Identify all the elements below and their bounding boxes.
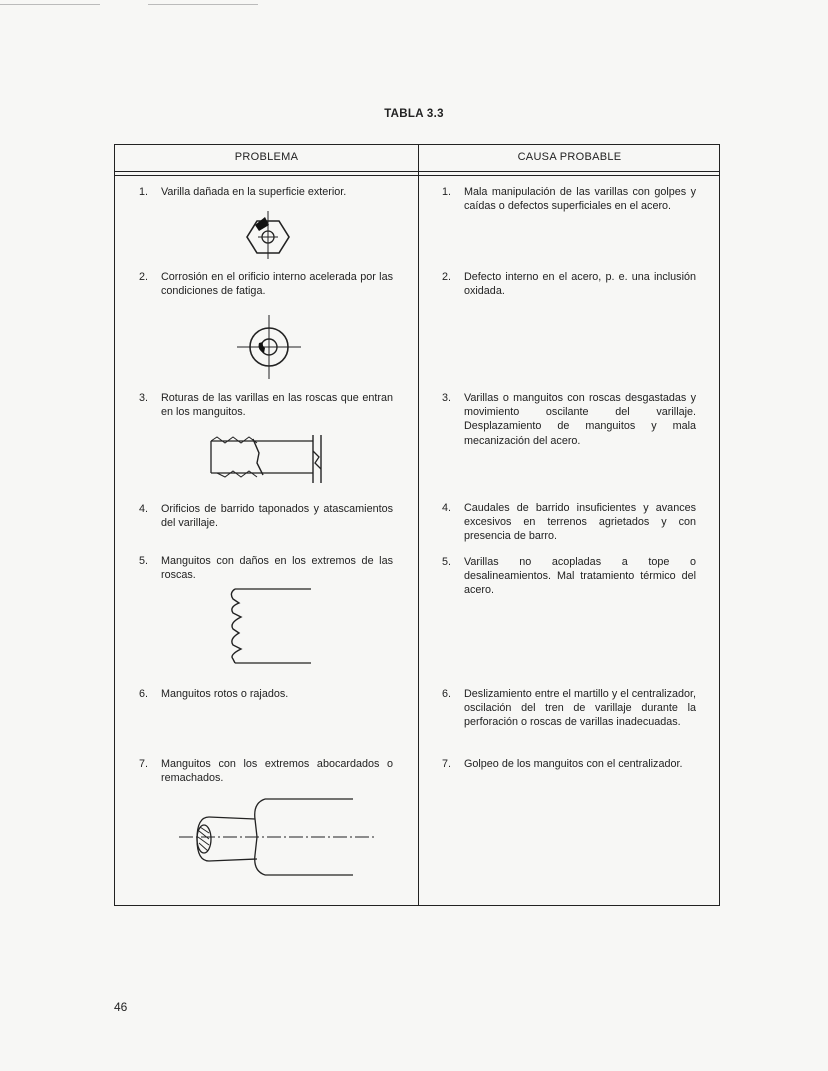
problem-item-6 xyxy=(139,687,393,701)
item-number: 1. xyxy=(442,186,452,198)
problem-item-1 xyxy=(139,185,393,199)
problem-item-3 xyxy=(139,391,393,419)
top-rule xyxy=(0,4,100,5)
fractured-thread-rod-figure xyxy=(203,429,333,487)
item-text: Varillas no acopladas a tope o desalineamientos. Mal tratamiento térmico del acero. xyxy=(464,556,696,597)
item-number: 2. xyxy=(139,271,149,283)
cause-item-1 xyxy=(442,185,696,213)
item-text: Caudales de barrido insuficientes y avances excesivos en terrenos agrietados y con presencia de barro. xyxy=(464,502,696,543)
header-cause: CAUSA PROBABLE xyxy=(517,151,622,163)
item-text: Corrosión en el orificio interno acelerada por las condiciones de fatiga. xyxy=(161,271,393,298)
item-number: 3. xyxy=(139,392,149,404)
cause-item-3 xyxy=(442,391,696,448)
page-number: 46 xyxy=(114,1000,128,1014)
header-rule xyxy=(115,175,719,176)
problem-item-5 xyxy=(139,554,393,582)
top-rule xyxy=(148,4,258,5)
corroded-bore-section-figure xyxy=(235,313,303,381)
cause-item-4 xyxy=(442,501,696,544)
item-number: 4. xyxy=(442,502,452,514)
table-title: TABLA 3.3 xyxy=(384,108,444,120)
item-number: 1. xyxy=(139,186,149,198)
item-text: Defecto interno en el acero, p. e. una inclusión oxidada. xyxy=(464,271,696,298)
header-rule xyxy=(115,171,719,172)
flared-coupling-end-figure xyxy=(179,789,379,881)
item-number: 5. xyxy=(139,555,149,567)
header-problem: PROBLEMA xyxy=(234,151,299,163)
problem-item-4 xyxy=(139,502,393,530)
damaged-rod-hexagon-figure xyxy=(241,207,297,263)
item-number: 4. xyxy=(139,503,149,515)
item-text: Manguitos con los extremos abocardados o remachados. xyxy=(161,758,393,785)
item-number: 5. xyxy=(442,556,452,568)
item-text: Varillas o manguitos con roscas desgastadas y movimiento oscilante del varillaje. Desplazamiento de manguitos y mala mecanización del acero. xyxy=(464,392,696,447)
item-number: 7. xyxy=(442,758,452,770)
item-text: Golpeo de los manguitos con el centralizador. xyxy=(464,758,683,770)
damaged-coupling-threads-figure xyxy=(225,583,315,669)
item-number: 6. xyxy=(442,688,452,700)
problem-item-7 xyxy=(139,757,393,785)
cause-item-2 xyxy=(442,270,696,298)
item-number: 2. xyxy=(442,271,452,283)
item-number: 6. xyxy=(139,688,149,700)
item-text: Varilla dañada en la superficie exterior. xyxy=(161,186,347,198)
item-number: 3. xyxy=(442,392,452,404)
item-number: 7. xyxy=(139,758,149,770)
item-text: Manguitos con daños en los extremos de las roscas. xyxy=(161,555,393,582)
item-text: Orificios de barrido taponados y atascamientos del varillaje. xyxy=(161,503,393,530)
problem-cause-table xyxy=(114,144,720,906)
cause-item-6 xyxy=(442,687,696,730)
cause-item-5 xyxy=(442,555,696,598)
item-text: Manguitos rotos o rajados. xyxy=(161,688,289,700)
column-divider xyxy=(418,145,419,905)
item-text: Deslizamiento entre el martillo y el centralizador, oscilación del tren de varillaje durante la perforación o roscas de varillas inadecuadas. xyxy=(464,688,696,729)
problem-item-2 xyxy=(139,270,393,298)
item-text: Mala manipulación de las varillas con golpes y caídas o defectos superficiales en el acero. xyxy=(464,186,696,213)
cause-item-7 xyxy=(442,757,696,771)
item-text: Roturas de las varillas en las roscas que entran en los manguitos. xyxy=(161,392,393,419)
